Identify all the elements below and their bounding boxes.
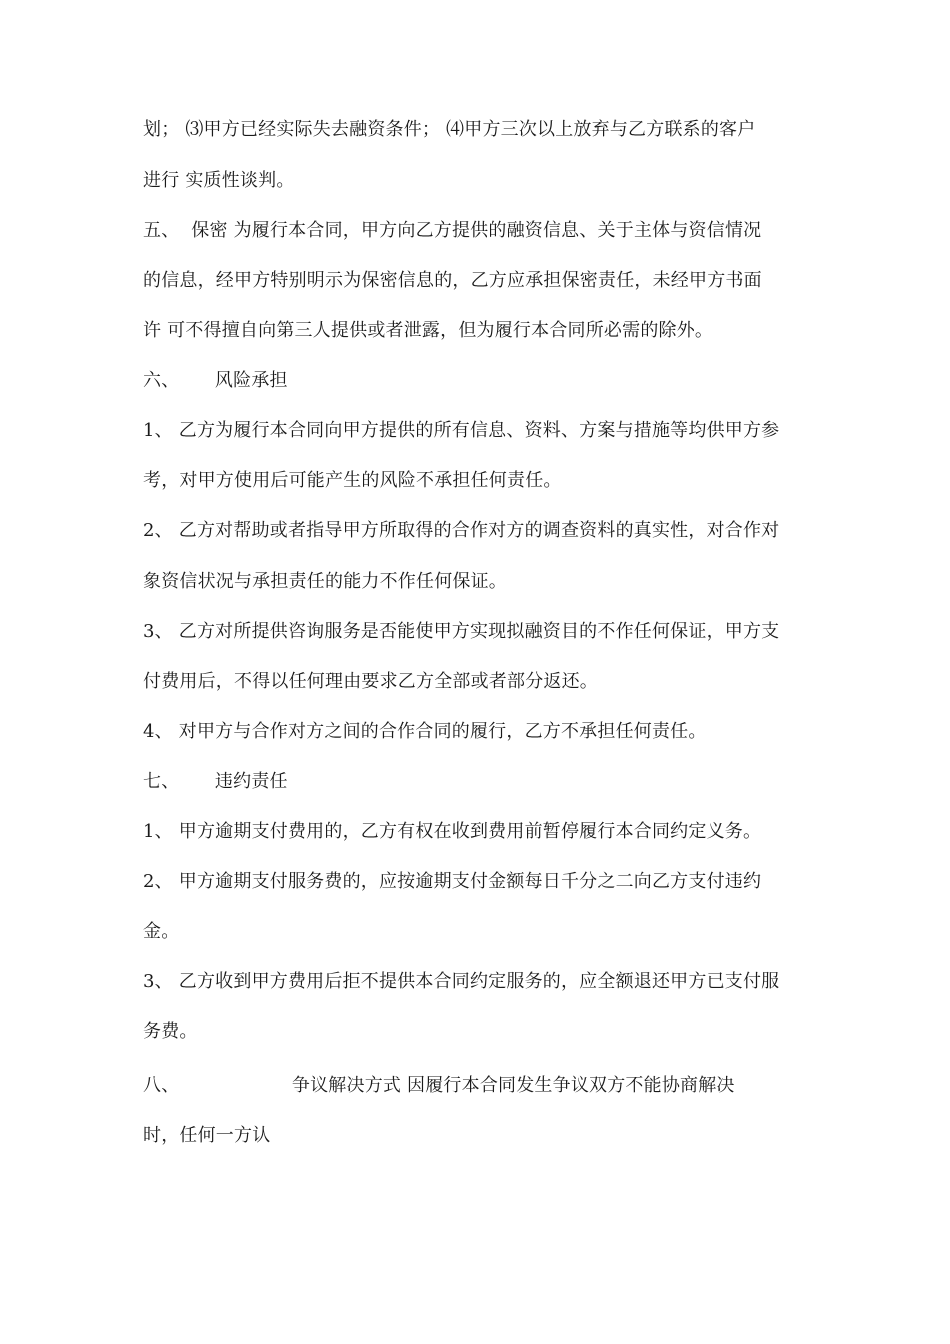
section-heading-confidentiality: 五、 保密 为履行本合同，甲方向乙方提供的融资信息、关于主体与资信情况 <box>143 220 762 241</box>
text-line: 付费用后，不得以任何理由要求乙方全部或者部分返还。 <box>143 671 598 692</box>
text-line: 时，任何一方认 <box>143 1125 271 1146</box>
text-line: 金。 <box>143 921 180 942</box>
text-line: 2、 乙方对帮助或者指导甲方所取得的合作对方的调查资料的真实性，对合作对 <box>143 520 780 541</box>
text-line: 1、 乙方为履行本合同向甲方提供的所有信息、资料、方案与措施等均供甲方参 <box>143 420 780 441</box>
text-line: 1、 甲方逾期支付费用的，乙方有权在收到费用前暂停履行本合同约定义务。 <box>143 821 762 842</box>
text-line: 4、 对甲方与合作对方之间的合作合同的履行，乙方不承担任何责任。 <box>143 721 707 742</box>
text-line: 3、 乙方收到甲方费用后拒不提供本合同约定服务的，应全额退还甲方已支付服 <box>143 971 780 992</box>
text-line: 许 可不得擅自向第三人提供或者泄露，但为履行本合同所必需的除外。 <box>143 320 714 341</box>
section-heading-liability: 七、 违约责任 <box>143 771 288 792</box>
text-line: 的信息，经甲方特别明示为保密信息的，乙方应承担保密责任，未经甲方书面 <box>143 270 762 291</box>
text-line: 2、 甲方逾期支付服务费的，应按逾期支付金额每日千分之二向乙方支付违约 <box>143 871 762 892</box>
text-line: 考，对甲方使用后可能产生的风险不承担任何责任。 <box>143 470 562 491</box>
text-line: 3、 乙方对所提供咨询服务是否能使甲方实现拟融资目的不作任何保证，甲方支 <box>143 621 780 642</box>
text-line: 划； ⑶甲方已经实际失去融资条件； ⑷甲方三次以上放弃与乙方联系的客户 <box>143 119 756 140</box>
text-line: 进行 实质性谈判。 <box>143 170 295 191</box>
text-line: 象资信状况与承担责任的能力不作任何保证。 <box>143 571 507 592</box>
section-heading-risk: 六、 风险承担 <box>143 370 288 391</box>
text-line: 务费。 <box>143 1021 198 1042</box>
section-heading-dispute: 八、 争议解决方式 因履行本合同发生争议双方不能协商解决 <box>143 1075 735 1096</box>
